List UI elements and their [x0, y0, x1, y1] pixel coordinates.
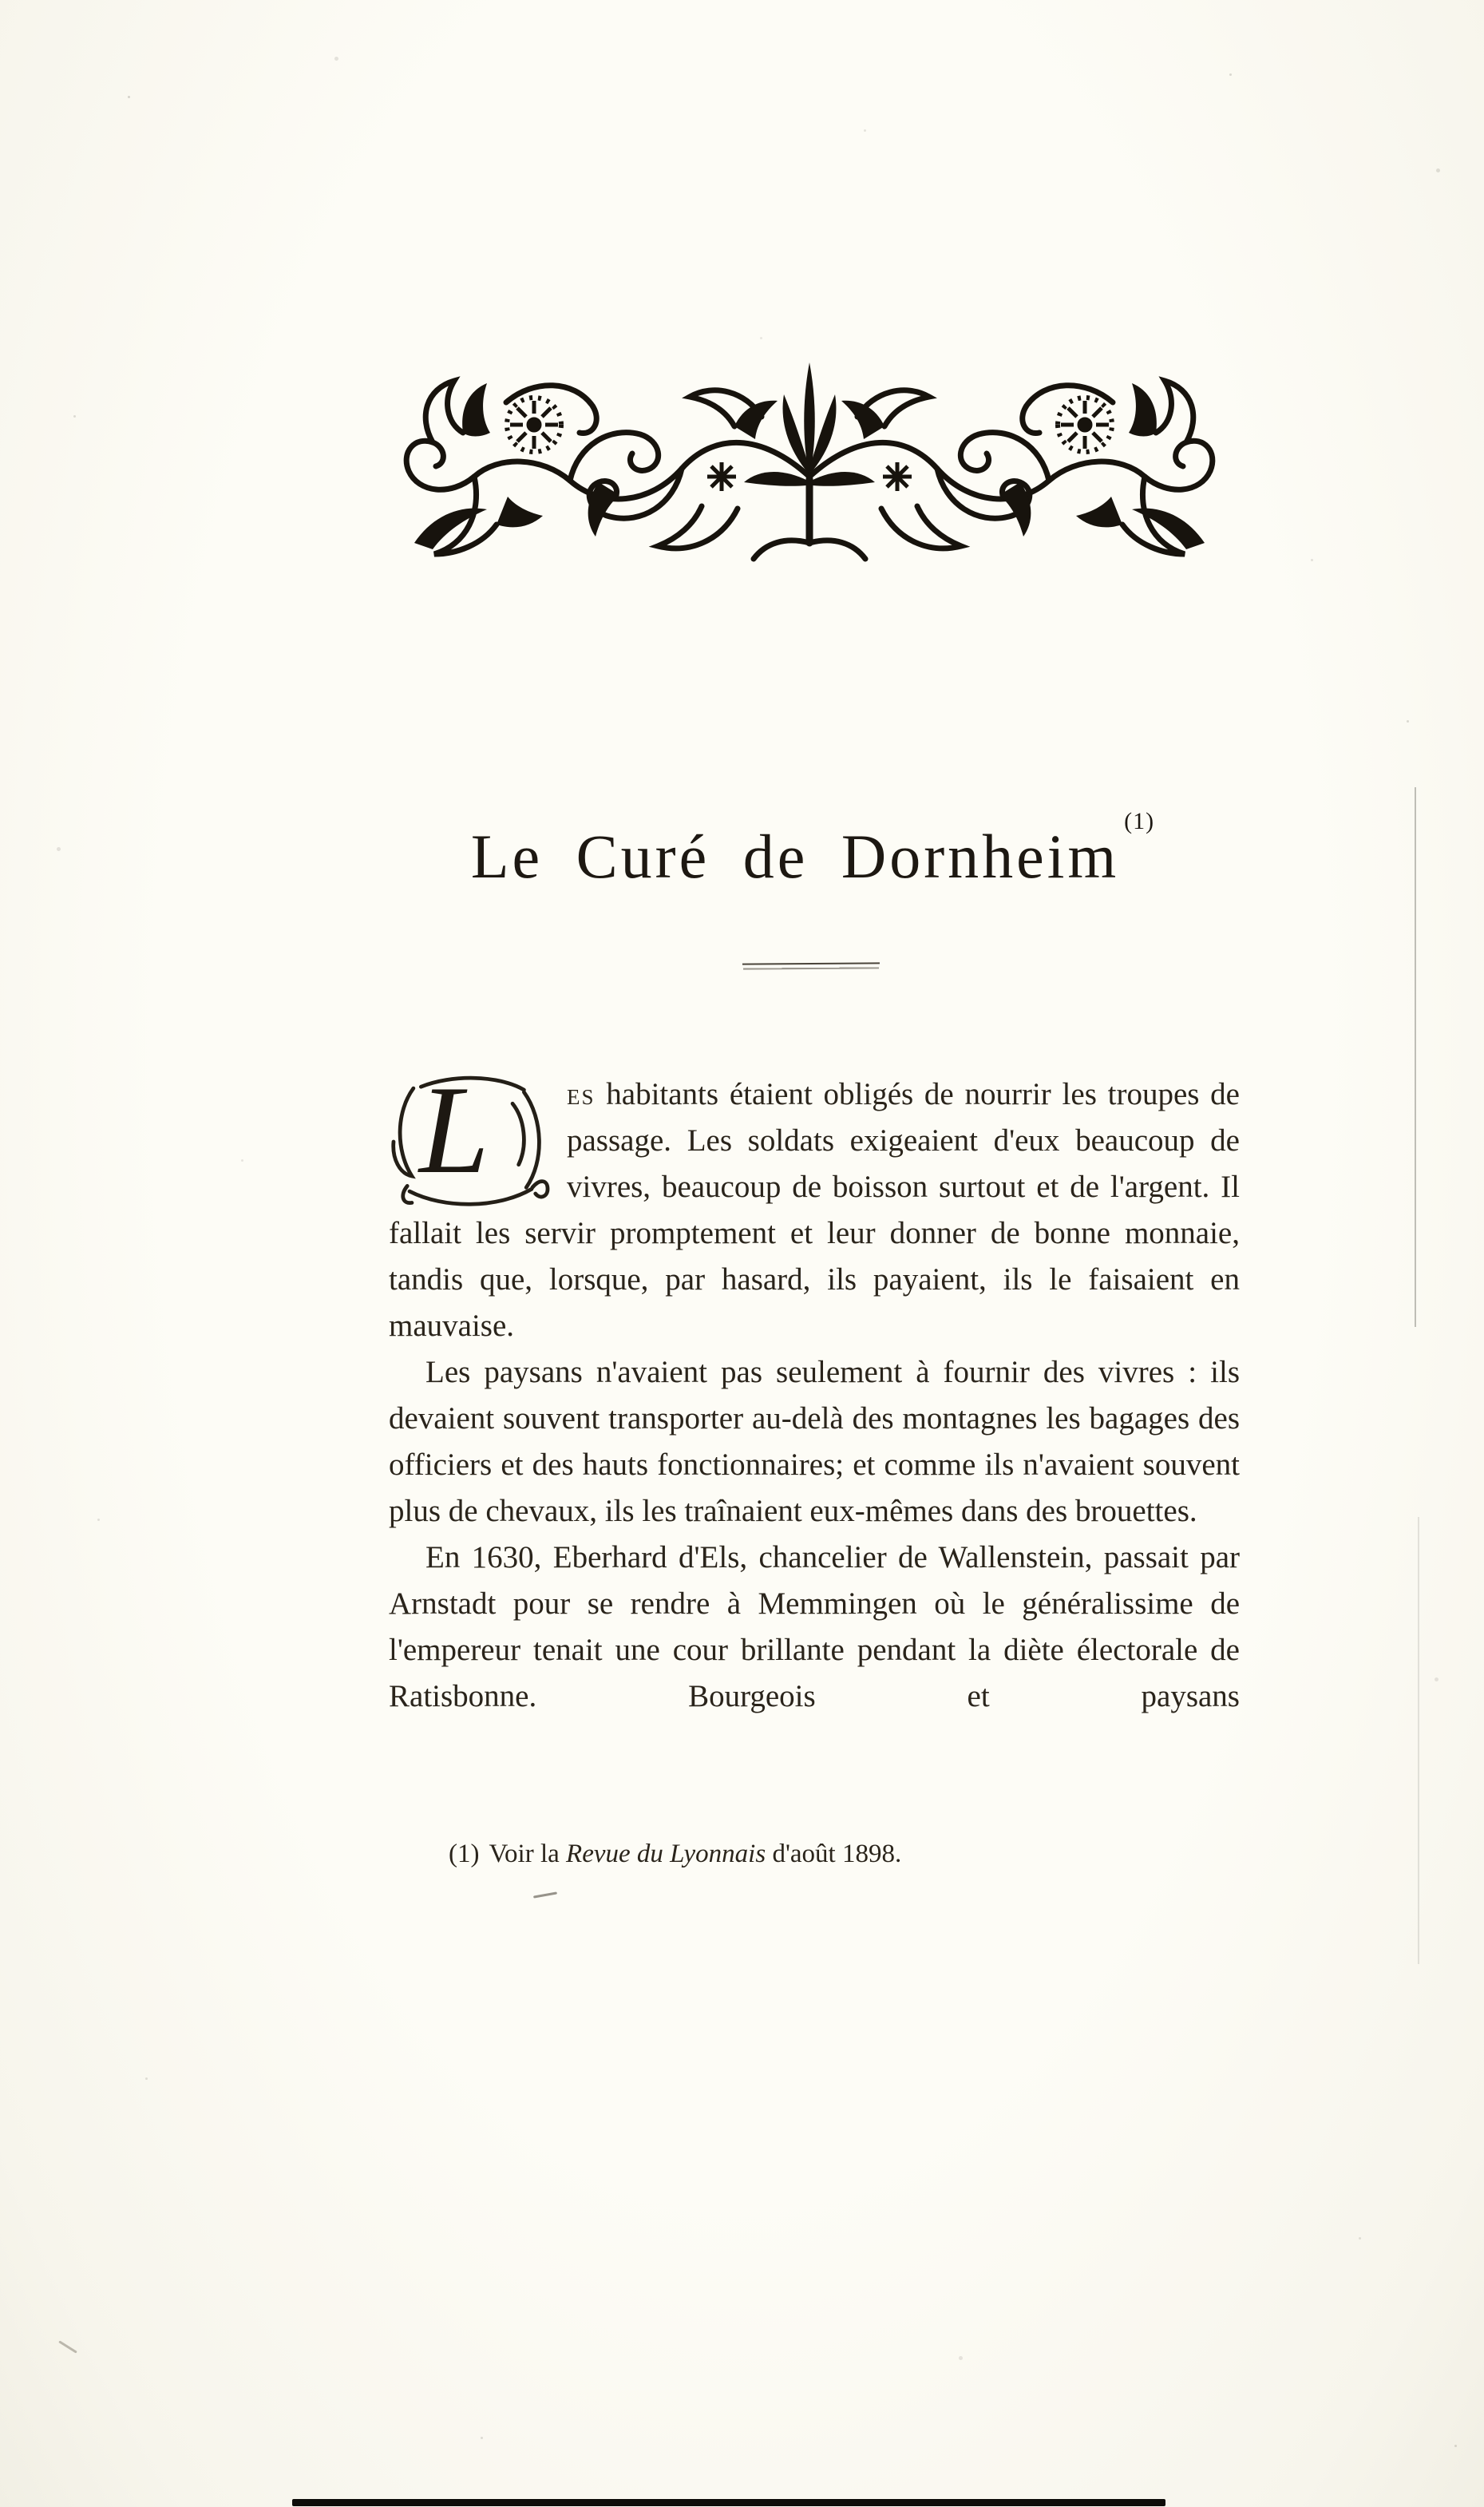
pen-mark [533, 1891, 557, 1898]
title-divider [742, 962, 880, 968]
paragraph-text: habitants étaient obligés de nourrir les troupes de passage. Les soldats exigeaient d'eux beaucoup de vivres, beaucoup de boisson surtout et de l'argent. Il fallait les servir promptement et leur donner de bonne monnaie, tandis que, lorsque, par hasard, ils payaient, ils le faisaient en mauvaise. [389, 1077, 1240, 1343]
footnote-journal-title: Revue du Lyonnais [566, 1840, 766, 1868]
paragraph-3 [389, 1535, 1240, 1720]
footnote-reference: (1) [1124, 808, 1155, 834]
dropcap-initial [389, 1060, 552, 1210]
scan-corner-mark [58, 2340, 77, 2353]
footnote-marker: (1) [449, 1840, 480, 1868]
paragraph-1 [389, 1060, 1240, 1349]
floral-ornament-graphic [382, 353, 1237, 586]
scan-bottom-rule [292, 2499, 1165, 2506]
page-edge-line-faint [1418, 1517, 1419, 1964]
paragraph-text: Les paysans n'avaient pas seulement à fournir des vivres : ils devaient souvent transporter au-delà des montagnes les bagages des officiers et des hauts fonctionnaires; et comme ils n'avaient souvent plus de chevaux, ils les traînaient eux-mêmes dans des brouettes. [389, 1355, 1240, 1528]
lead-smallcaps: es [567, 1077, 596, 1111]
floral-ornament [382, 353, 1237, 586]
page-edge-line [1415, 787, 1416, 1327]
footnote-text-post: d'août 1898. [766, 1840, 902, 1868]
chapter-title-text: Le Curé de Dornheim [470, 822, 1120, 891]
dropcap-letter: L [419, 1060, 489, 1200]
footnote-text-pre: Voir la [489, 1840, 567, 1868]
footnote [449, 1836, 1247, 1871]
paragraph-text: En 1630, Eberhard d'Els, chancelier de Wallenstein, passait par Arnstadt pour se rendre à Memmingen où le généralissime de l'empereur tenait une cour brillante pendant la diète électorale de Ratisbonne. Bourgeois et paysans [389, 1540, 1240, 1713]
chapter-title [343, 808, 1277, 893]
paper-specks [0, 0, 2, 2]
paragraph-2 [389, 1349, 1240, 1535]
body-text [389, 1060, 1240, 1720]
